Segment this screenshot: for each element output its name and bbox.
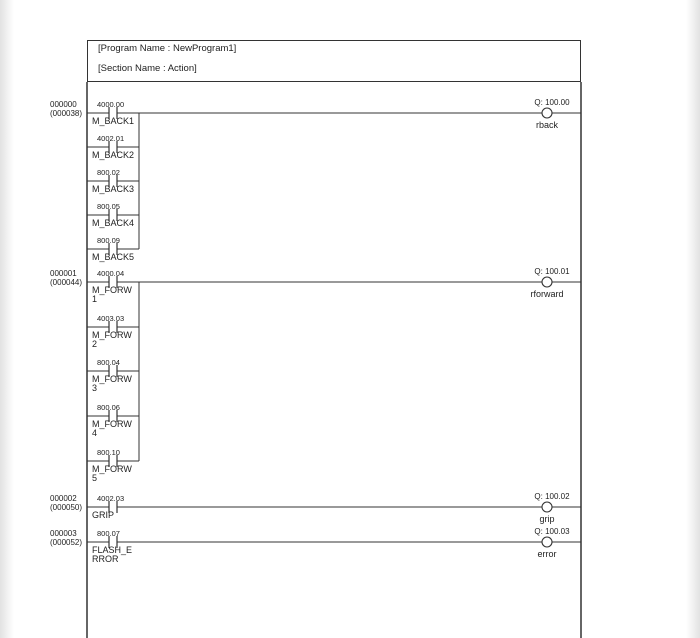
contact-gap xyxy=(109,179,117,183)
contact-address: 800.10 xyxy=(97,448,120,457)
contact-gap xyxy=(109,280,117,284)
contact-gap xyxy=(109,213,117,217)
contact-gap xyxy=(109,505,117,509)
contact-label: 4 xyxy=(92,428,98,438)
rung-step: (000052) xyxy=(50,538,83,547)
contact-address: 800.04 xyxy=(97,358,120,367)
coil-circle xyxy=(542,108,552,118)
coil-error xyxy=(534,527,570,559)
rung-number: 000002 xyxy=(50,494,77,503)
rung-step: (000038) xyxy=(50,109,83,118)
contact-label: 5 xyxy=(92,473,98,483)
contact-label: M_BACK2 xyxy=(92,150,135,160)
contact-800.02 xyxy=(87,168,139,194)
coil-address: Q: 100.03 xyxy=(534,527,570,536)
contact-label: M_BACK3 xyxy=(92,184,135,194)
rung-number: 000001 xyxy=(50,269,77,278)
contact-800.10 xyxy=(87,448,139,483)
contact-address: 800.02 xyxy=(97,168,120,177)
coil-circle xyxy=(542,537,552,547)
contact-label: M_FORW xyxy=(92,285,132,295)
rung-step: (000044) xyxy=(50,278,83,287)
contact-label: 3 xyxy=(92,383,98,393)
rungs-layer xyxy=(50,98,581,564)
coil-address: Q: 100.02 xyxy=(534,492,570,501)
rung-1 xyxy=(50,267,581,483)
contact-800.09 xyxy=(87,236,139,262)
contact-800.04 xyxy=(87,358,139,393)
contact-address: 4000.04 xyxy=(97,269,125,278)
contact-gap xyxy=(109,414,117,418)
contact-gap xyxy=(109,111,117,115)
contact-label: M_BACK5 xyxy=(92,252,135,262)
contact-4002.01 xyxy=(87,134,139,160)
coil-circle xyxy=(542,502,552,512)
coil-label: rforward xyxy=(530,289,564,299)
rung-2 xyxy=(50,492,581,524)
rung-3 xyxy=(50,527,581,564)
coil-address: Q: 100.01 xyxy=(534,267,570,276)
coil-label: error xyxy=(537,549,557,559)
contact-label: M_BACK4 xyxy=(92,218,135,228)
contact-label: RROR xyxy=(92,554,119,564)
contact-800.05 xyxy=(87,202,139,228)
rung-step: (000050) xyxy=(50,503,83,512)
contact-address: 800.07 xyxy=(97,529,120,538)
contact-label: M_FORW xyxy=(92,330,132,340)
contact-label: GRIP xyxy=(92,510,115,520)
coil-label: rback xyxy=(535,120,559,130)
contact-4003.03 xyxy=(87,314,139,349)
rung-number: 000003 xyxy=(50,529,77,538)
section-name: [Section Name : Action] xyxy=(98,63,197,74)
contact-address: 4002.03 xyxy=(97,494,125,503)
contact-label: FLASH_E xyxy=(92,545,133,555)
contact-gap xyxy=(109,247,117,251)
program-name: [Program Name : NewProgram1] xyxy=(98,43,237,54)
contact-gap xyxy=(109,540,117,544)
contact-gap xyxy=(109,145,117,149)
coil-circle xyxy=(542,277,552,287)
contact-800.07 xyxy=(92,529,132,564)
coil-grip xyxy=(534,492,570,524)
contact-800.06 xyxy=(87,403,139,438)
contact-label: 2 xyxy=(92,339,98,349)
contact-address: 800.09 xyxy=(97,236,120,245)
contact-label: M_BACK1 xyxy=(92,116,135,126)
rung-0 xyxy=(50,98,581,262)
contact-label: M_FORW xyxy=(92,419,132,429)
contact-gap xyxy=(109,459,117,463)
coil-rforward xyxy=(530,267,570,299)
contact-address: 800.06 xyxy=(97,403,120,412)
rung-number: 000000 xyxy=(50,100,77,109)
contact-label: M_FORW xyxy=(92,464,132,474)
contact-address: 4003.03 xyxy=(97,314,125,323)
contact-4000.04 xyxy=(92,269,132,304)
contact-label: M_FORW xyxy=(92,374,132,384)
coil-label: grip xyxy=(539,514,555,524)
contact-address: 800.05 xyxy=(97,202,120,211)
contact-address: 4002.01 xyxy=(97,134,125,143)
coil-address: Q: 100.00 xyxy=(534,98,570,107)
contact-label: 1 xyxy=(92,294,98,304)
contact-address: 4000.00 xyxy=(97,100,125,109)
coil-rback xyxy=(534,98,570,130)
contact-gap xyxy=(109,369,117,373)
contact-gap xyxy=(109,325,117,329)
